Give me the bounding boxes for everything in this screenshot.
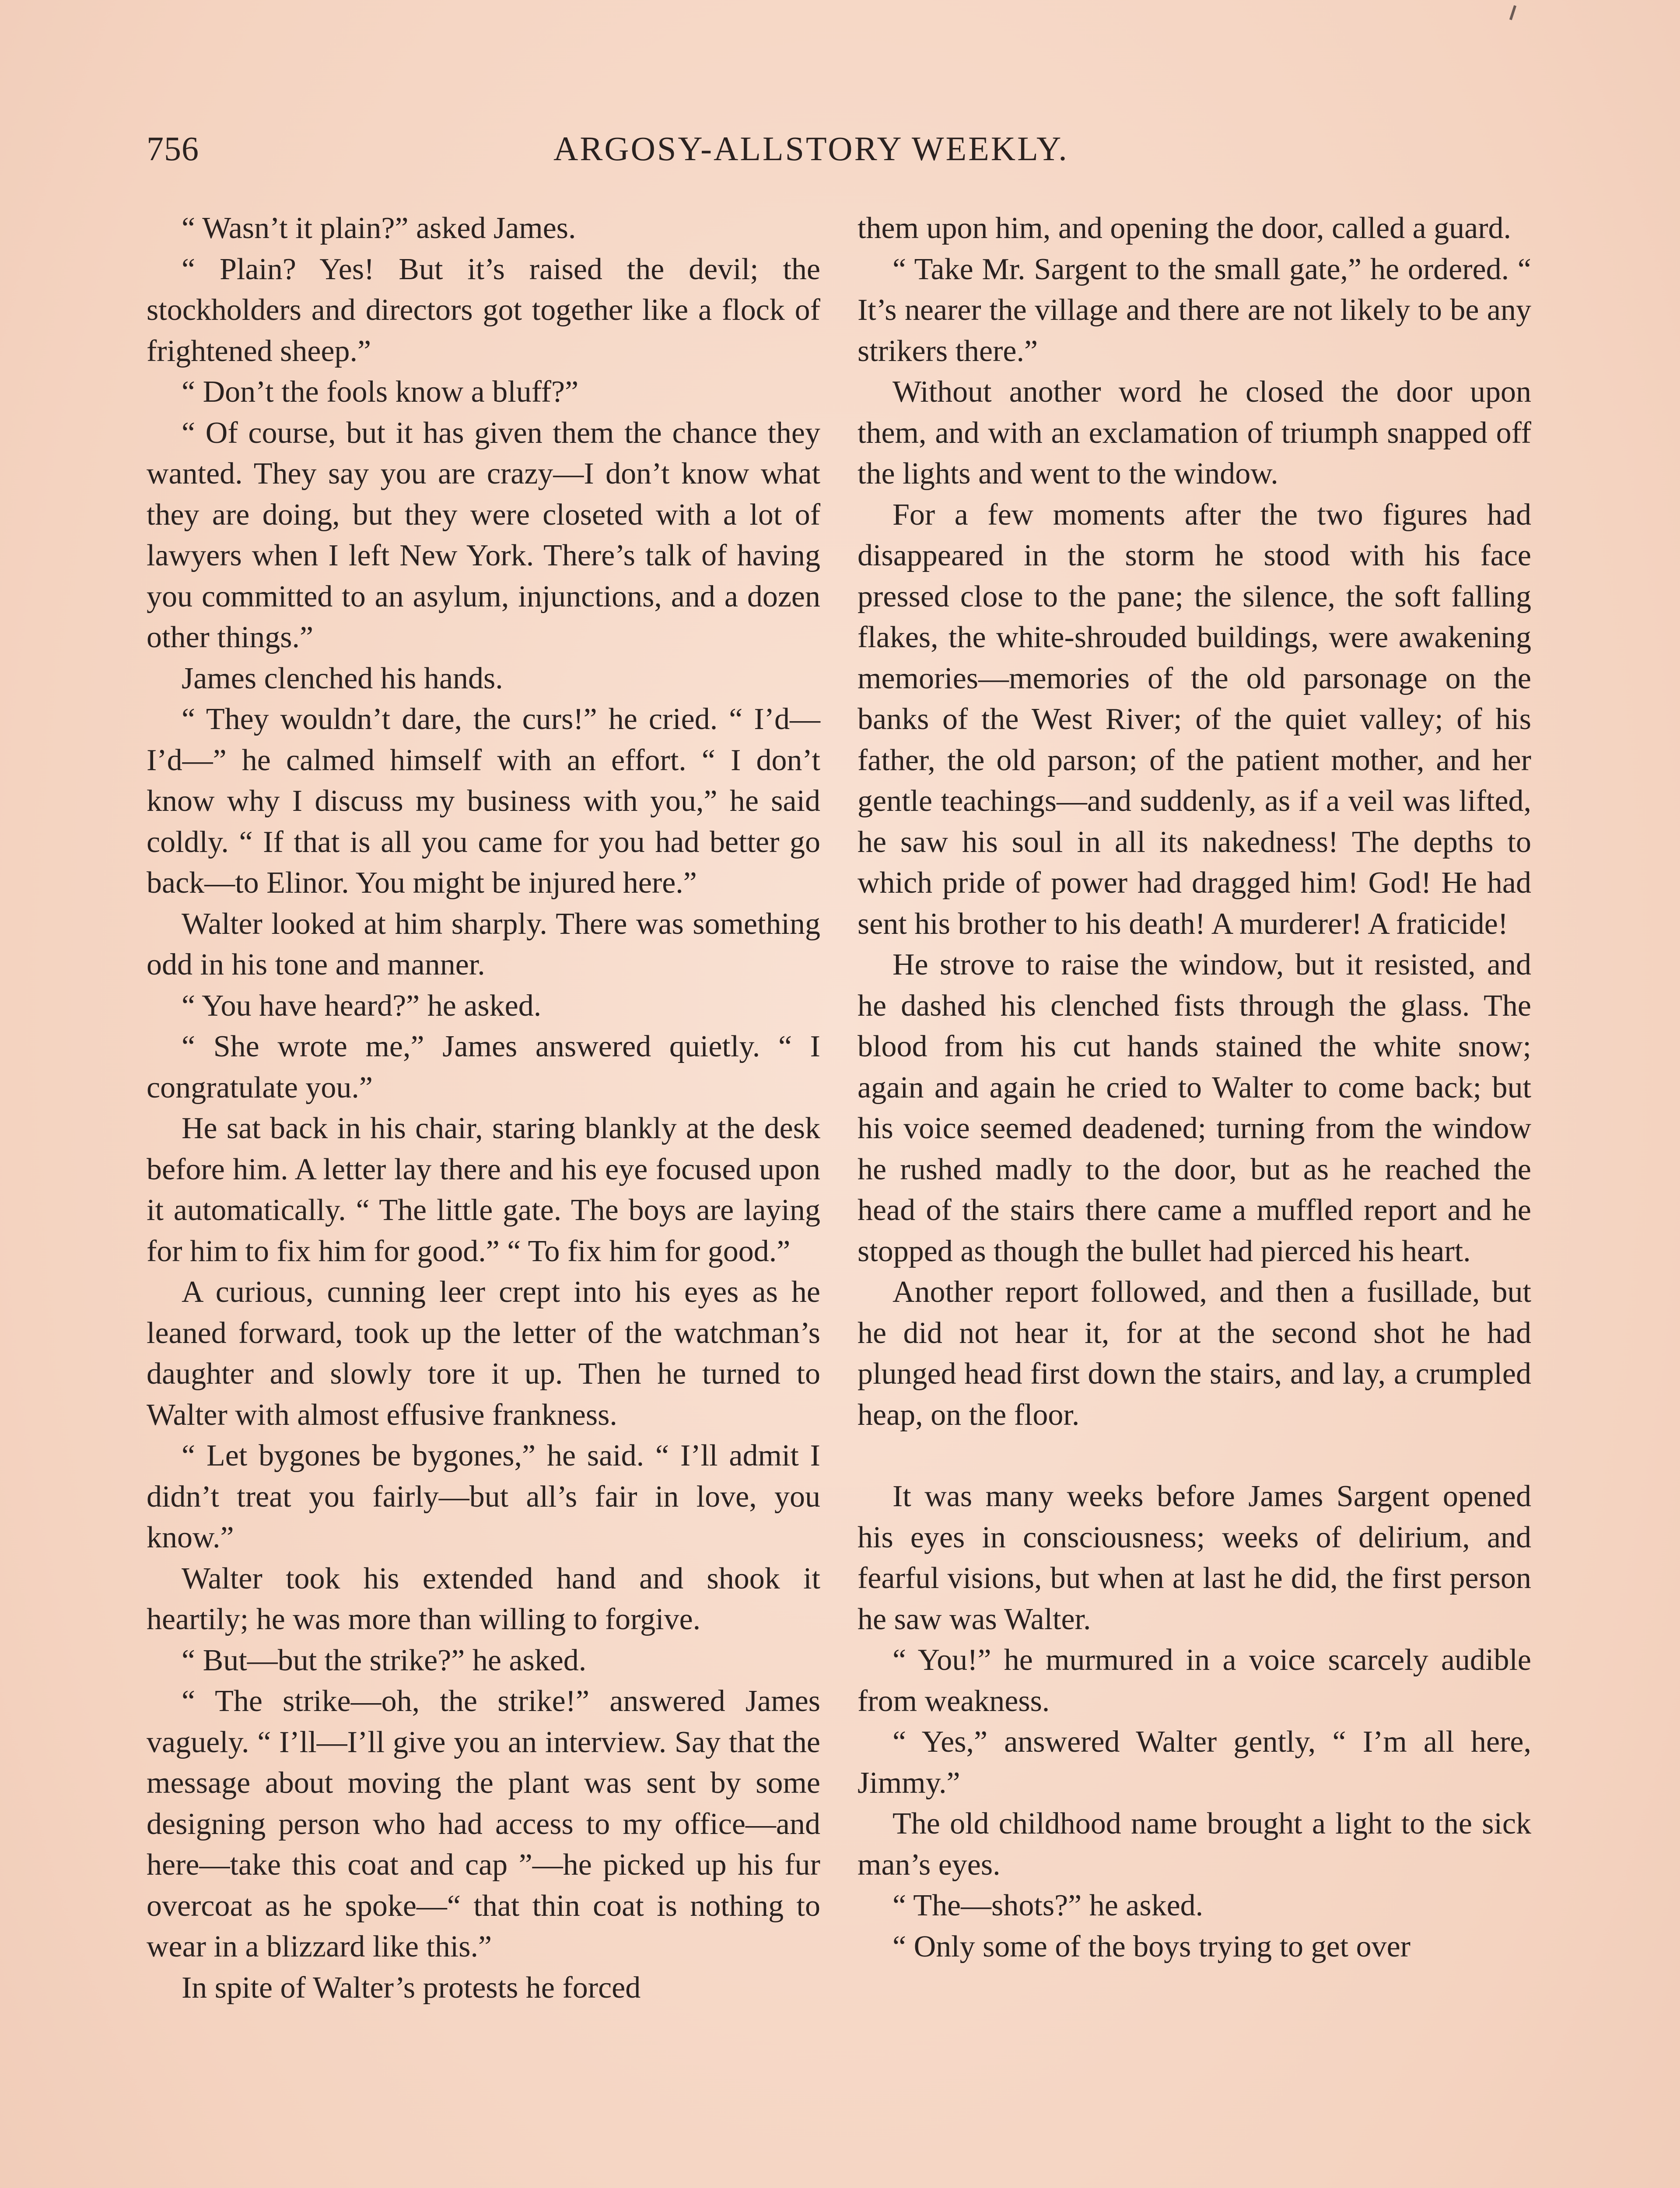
paragraph: A curious, cunning leer crept into his eyes as he leaned forward, took up the letter of the watchman’s daughter and slowly tore it up. Then he turned to Walter with almost effusive frankness. <box>147 1275 820 1432</box>
paragraph: He strove to raise the window, but it resisted, and he dashed his clenched fists through the glass. The blood from his cut hands stained the white snow; again and again he cried to Walter to come back; but his voice seemed deadened; turning from the window he rushed madly to the door, but as he reached the head of the stairs there came a muffled report and he stopped as though the bullet had pierced his heart. <box>858 948 1531 1268</box>
paragraph: “ They wouldn’t dare, the curs!” he cried. “ I’d—I’d—” he calmed himself with an effort. “ I don’t know why I discuss my business with you,” he said coldly. “ If that is all you came for you had better go back—to Elinor. You might be injured here.” <box>147 702 820 900</box>
paragraph: Another report followed, and then a fusillade, but he did not hear it, for at the second shot he had plunged head first down the stairs, and lay, a crumpled heap, on the floor. <box>858 1275 1531 1432</box>
paragraph: It was many weeks before James Sargent opened his eyes in consciousness; weeks of delirium, and fearful visions, but when at last he did, the first person he saw was Walter. <box>858 1480 1531 1636</box>
left-column <box>147 208 820 2008</box>
paragraph: “ Take Mr. Sargent to the small gate,” he ordered. “ It’s nearer the village and there are not likely to be any strikers there.” <box>858 252 1531 368</box>
paragraph: In spite of Walter’s protests he forced <box>182 1971 641 2005</box>
paragraph: “ But—but the strike?” he asked. <box>182 1643 587 1677</box>
paragraph: “ She wrote me,” James answered quietly. “ I congratulate you.” <box>147 1030 820 1105</box>
paragraph: Walter took his extended hand and shook it heartily; he was more than willing to forgive. <box>147 1561 820 1636</box>
paragraph: He sat back in his chair, staring blankly at the desk before him. A letter lay there and his eye focused upon it automatically. “ The little gate. The boys are laying for him to fix him for good.” “ To fix him for good.” <box>147 1112 820 1268</box>
paragraph: “ Only some of the boys trying to get over <box>892 1929 1410 1964</box>
right-column <box>858 208 1531 1967</box>
paragraph: them upon him, and opening the door, called a guard. <box>858 211 1512 245</box>
paragraph: Walter looked at him sharply. There was something odd in his tone and manner. <box>147 907 820 982</box>
paragraph: “ Wasn’t it plain?” asked James. <box>182 211 576 245</box>
paragraph: “ Don’t the fools know a bluff?” <box>182 375 579 409</box>
paragraph: “ You have heard?” he asked. <box>182 989 542 1023</box>
paragraph: “ You!” he murmured in a voice scarcely audible from weakness. <box>858 1643 1531 1718</box>
paragraph: “ Yes,” answered Walter gently, “ I’m all here, Jimmy.” <box>858 1725 1531 1800</box>
paragraph: James clenched his hands. <box>182 661 503 695</box>
running-title: ARGOSY-ALLSTORY WEEKLY. <box>553 130 1069 168</box>
paragraph: “ Of course, but it has given them the chance they wanted. They say you are crazy—I don’t know what they are doing, but they were closeted with a lot of lawyers when I left New York. There’s talk of having you committed to an asylum, injunctions, and a dozen other things.” <box>147 416 820 654</box>
paragraph: “ The—shots?” he asked. <box>892 1889 1204 1922</box>
pencil-mark <box>1509 5 1516 20</box>
paragraph: “ Plain? Yes! But it’s raised the devil; the stockholders and directors got together like a flock of frightened sheep.” <box>147 252 820 368</box>
page-number: 756 <box>147 130 199 168</box>
paragraph: Without another word he closed the door upon them, and with an exclamation of triumph snapped off the lights and went to the window. <box>858 375 1531 491</box>
page-header <box>147 129 1547 177</box>
paragraph: “ Let bygones be bygones,” he said. “ I’ll admit I didn’t treat you fairly—but all’s fair in love, you know.” <box>147 1439 820 1554</box>
paragraph: For a few moments after the two figures had disappeared in the storm he stood with his face pressed close to the pane; the silence, the soft falling flakes, the white-shrouded buildings, were awakening memories—memories of the old parsonage on the banks of the West River; of the quiet valley; of his father, the old parson; of the patient mother, and her gentle teachings—and suddenly, as if a veil was lifted, he saw his soul in all its nakedness! The depths to which pride of power had dragged him! God! He had sent his brother to his death! A murderer! A fraticide! <box>858 498 1531 941</box>
paragraph: The old childhood name brought a light to the sick man’s eyes. <box>858 1807 1531 1882</box>
paragraph: “ The strike—oh, the strike!” answered James vaguely. “ I’ll—I’ll give you an interview. Say that the message about moving the plant was sent by some designing person who had access to my office—and here—take this coat and cap ”—he picked up his fur overcoat as he spoke—“ that thin coat is nothing to wear in a blizzard like this.” <box>147 1684 820 1964</box>
